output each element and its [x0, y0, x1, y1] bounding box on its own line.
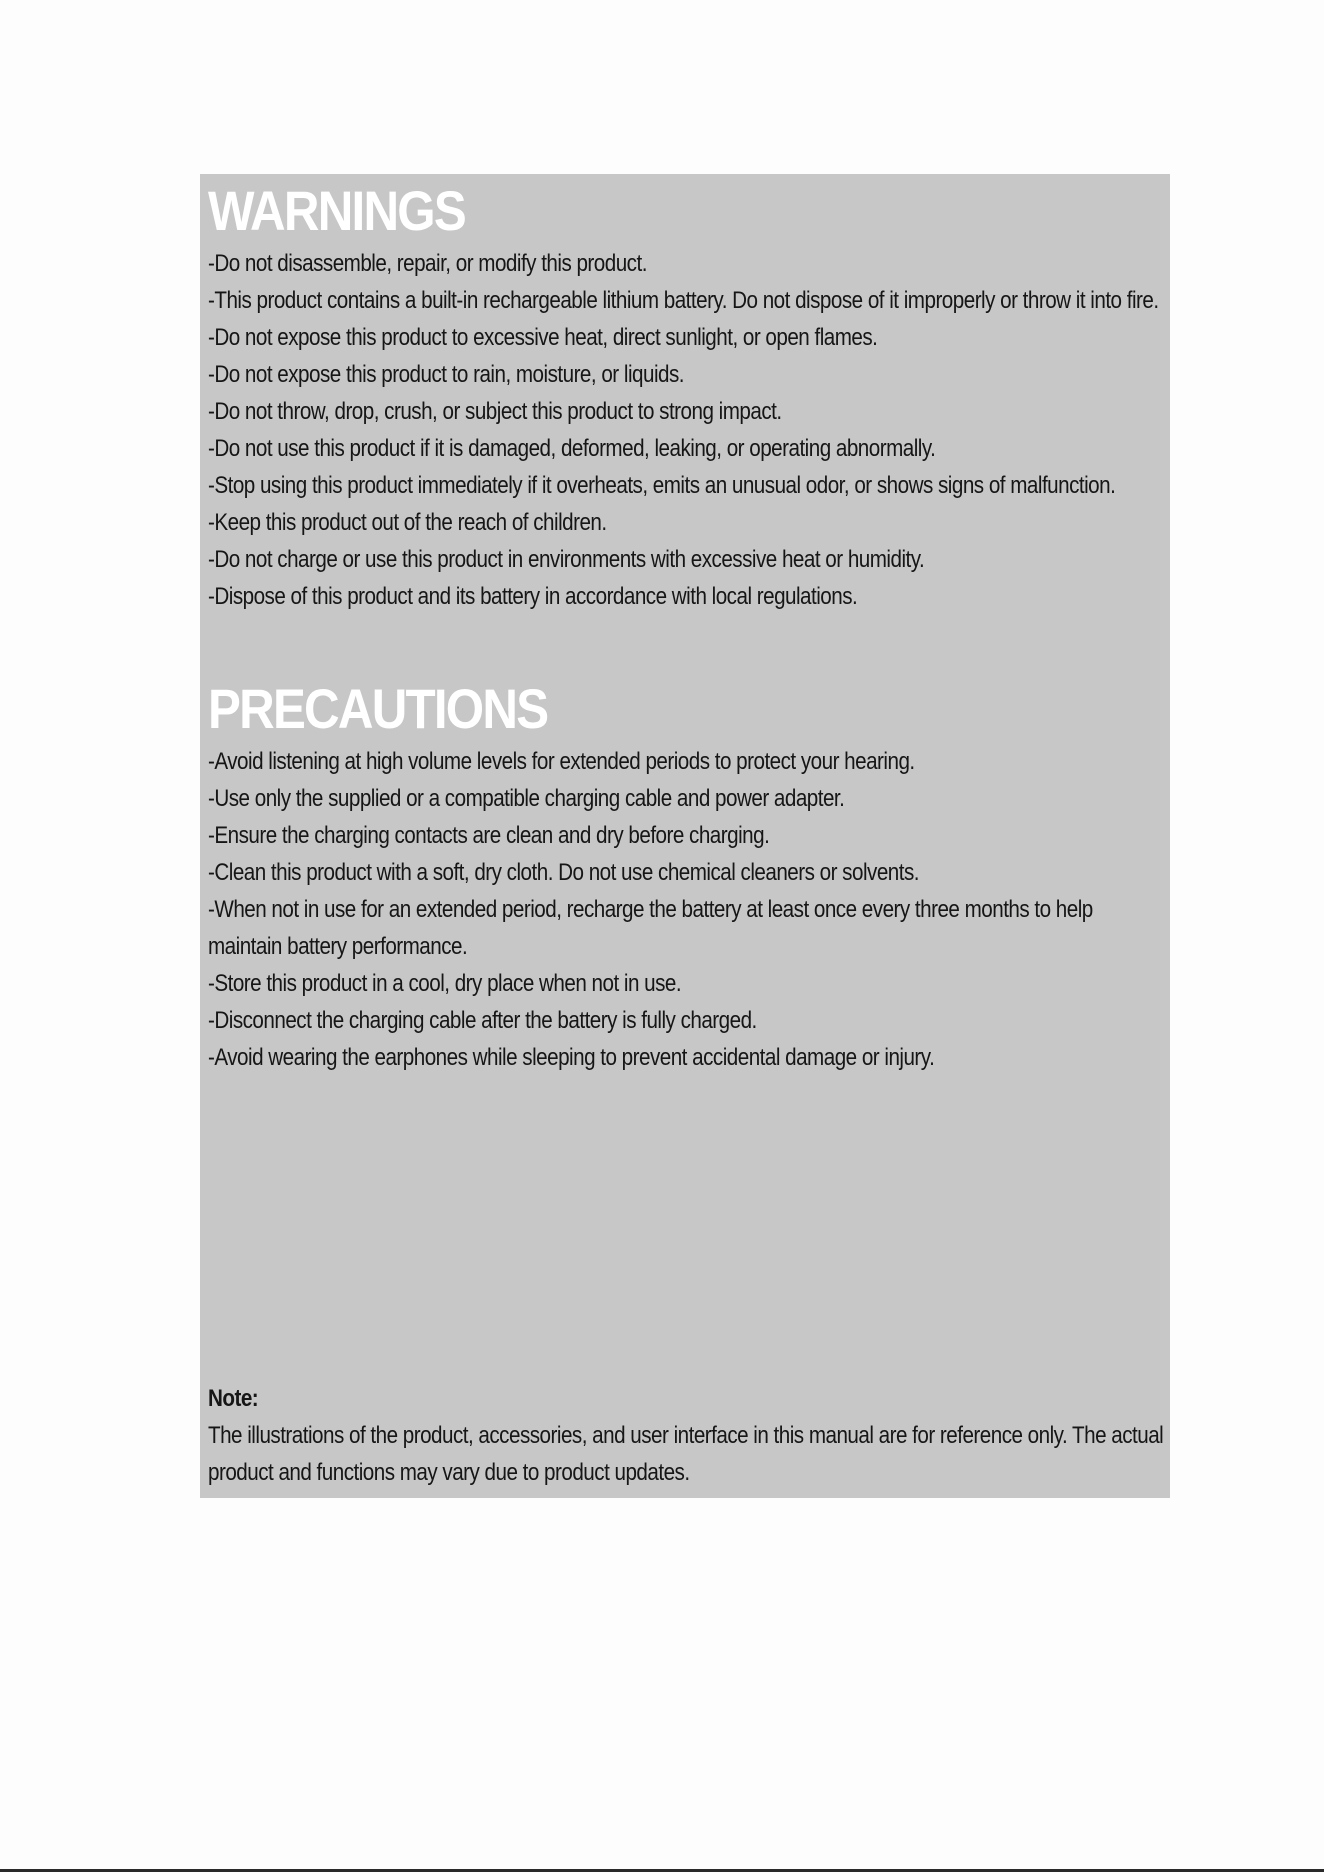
- precautions-title: PRECAUTIONS: [208, 677, 548, 740]
- warning-item: -Keep this product out of the reach of children.: [208, 509, 607, 536]
- warning-item: -Dispose of this product and its battery in accordance with local regulations.: [208, 583, 858, 610]
- precaution-item: -Store this product in a cool, dry place when not in use.: [208, 970, 682, 997]
- precaution-item: -Avoid wearing the earphones while sleeping to prevent accidental damage or injury.: [208, 1044, 935, 1071]
- precaution-item: -Avoid listening at high volume levels for extended periods to protect your hearing.: [208, 748, 915, 775]
- warning-item: -Do not disassemble, repair, or modify this product.: [208, 250, 647, 277]
- precaution-item: -When not in use for an extended period, recharge the battery at least once every three months to help maintain battery performance.: [208, 896, 1093, 960]
- warning-item: -Do not use this product if it is damaged, deformed, leaking, or operating abnormally.: [208, 435, 936, 462]
- warnings-list: [208, 245, 1162, 615]
- warnings-title: WARNINGS: [208, 179, 465, 242]
- warning-item: -Stop using this product immediately if it overheats, emits an unusual odor, or shows signs of malfunction.: [208, 472, 1116, 499]
- precaution-item: -Use only the supplied or a compatible charging cable and power adapter.: [208, 785, 845, 812]
- note-text: The illustrations of the product, accessories, and user interface in this manual are for reference only. The actual product and functions may vary due to product updates.: [208, 1422, 1164, 1486]
- precaution-item: -Ensure the charging contacts are clean and dry before charging.: [208, 822, 770, 849]
- safety-panel: [200, 174, 1170, 1498]
- note-block: [208, 1380, 1168, 1491]
- warning-item: -Do not throw, drop, crush, or subject this product to strong impact.: [208, 398, 782, 425]
- precautions-list: [208, 743, 1162, 1076]
- warning-item: -Do not charge or use this product in environments with excessive heat or humidity.: [208, 546, 925, 573]
- warning-item: -This product contains a built-in rechargeable lithium battery. Do not dispose of it improperly or throw it into fire.: [208, 287, 1159, 314]
- warning-item: -Do not expose this product to rain, moisture, or liquids.: [208, 361, 684, 388]
- warning-item: -Do not expose this product to excessive heat, direct sunlight, or open flames.: [208, 324, 878, 351]
- precaution-item: -Clean this product with a soft, dry cloth. Do not use chemical cleaners or solvents.: [208, 859, 920, 886]
- precaution-item: -Disconnect the charging cable after the battery is fully charged.: [208, 1007, 757, 1034]
- note-label: Note:: [208, 1385, 259, 1412]
